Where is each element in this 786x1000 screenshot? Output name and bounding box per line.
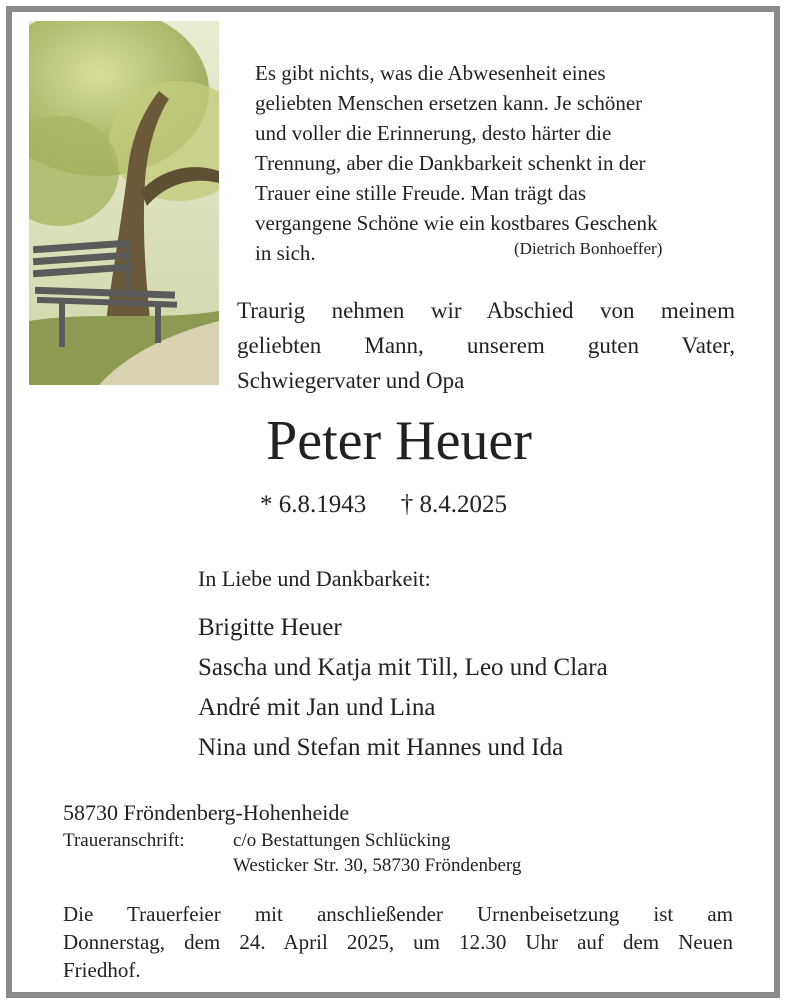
life-dates [260, 491, 507, 519]
mourners-heading: In Liebe und Dankbarkeit: [198, 566, 431, 591]
bonhoeffer-quote [255, 58, 735, 268]
quote-line: Trauer eine stille Freude. Man trägt das [255, 181, 587, 205]
quote-line: geliebten Menschen ersetzen kann. Je schöner [255, 91, 643, 115]
intro-line: Traurig nehmen wir Abschied von meinem [237, 298, 735, 323]
mourner-entry: Sascha und Katja mit Till, Leo und Clara [198, 654, 608, 681]
place-of-residence: 58730 Fröndenberg-Hohenheide [63, 800, 350, 825]
tree-bench-icon [29, 21, 219, 385]
address-line-2: Westicker Str. 30, 58730 Fröndenberg [233, 855, 522, 876]
ceremony-line: Die Trauerfeier mit anschließender Urnenbeisetzung ist am [63, 902, 733, 926]
mourner-entry: Brigitte Heuer [198, 614, 342, 641]
quote-line: Es gibt nichts, was die Abwesenheit eines [255, 61, 606, 85]
farewell-intro [237, 293, 735, 398]
address-line-1: c/o Bestattungen Schlücking [233, 830, 451, 851]
ceremony-line: Donnerstag, dem 24. April 2025, um 12.30 Uhr auf dem Neuen [63, 930, 733, 954]
birth-date: * 6.8.1943 [260, 491, 367, 518]
deceased-name: Peter Heuer [266, 410, 532, 472]
mourner-entry: André mit Jan und Lina [198, 694, 436, 721]
quote-line: und voller die Erinnerung, desto härter die [255, 121, 612, 145]
ceremony-line: Friedhof. [63, 958, 141, 982]
quote-line: in sich. [255, 241, 316, 265]
intro-line: Schwiegervater und Opa [237, 368, 465, 393]
mourner-entry: Nina und Stefan mit Hannes und Ida [198, 734, 564, 761]
quote-line: vergangene Schöne wie ein kostbares Geschenk [255, 211, 658, 235]
tree-bench-photo [29, 21, 219, 385]
death-date: † 8.4.2025 [400, 491, 507, 518]
quote-author: (Dietrich Bonhoeffer) [514, 239, 663, 258]
obituary-frame [6, 6, 780, 998]
quote-line: Trennung, aber die Dankbarkeit schenkt in der [255, 151, 646, 175]
mourners-list [198, 608, 608, 768]
intro-line: geliebten Mann, unserem guten Vater, [237, 333, 735, 358]
funeral-ceremony-info [63, 900, 733, 984]
address-label: Traueranschrift: [63, 830, 185, 851]
